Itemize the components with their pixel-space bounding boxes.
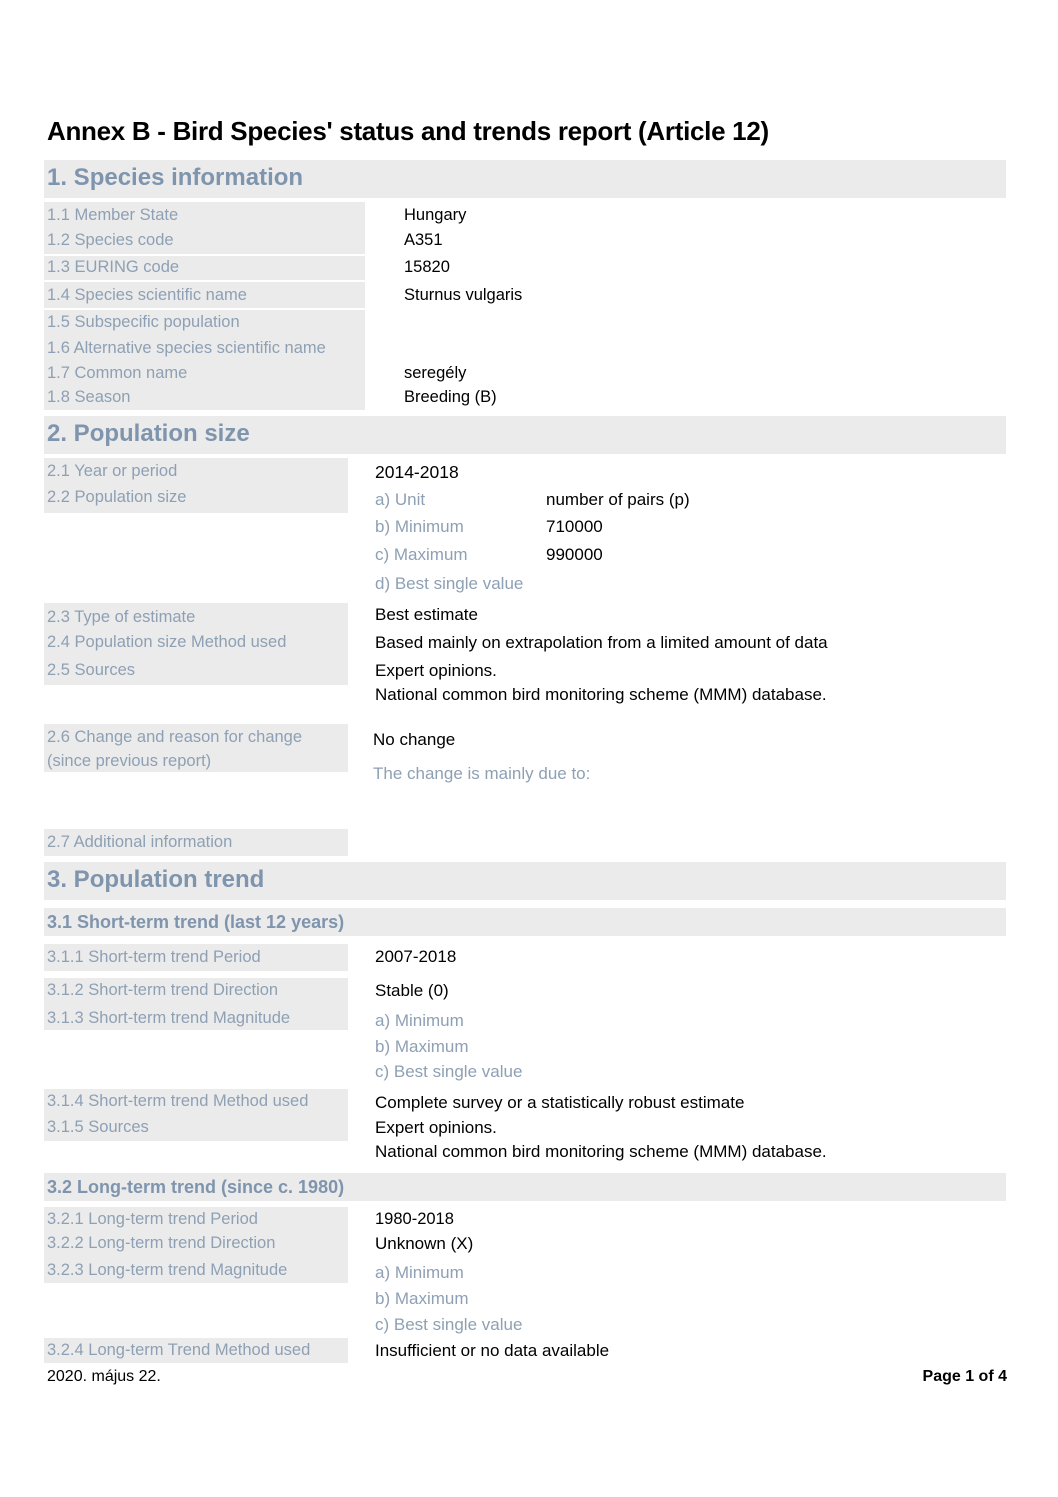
long-direction-label: 3.2.2 Long-term trend Direction bbox=[47, 1234, 276, 1252]
long-best-value-label: c) Best single value bbox=[375, 1315, 523, 1334]
maximum-value: 990000 bbox=[546, 545, 603, 564]
short-direction-value: Stable (0) bbox=[375, 981, 449, 1000]
long-method-value: Insufficient or no data available bbox=[375, 1341, 610, 1360]
short-sources-line-2: National common bird monitoring scheme (MMM) database. bbox=[375, 1142, 827, 1161]
season-label: 1.8 Season bbox=[47, 388, 131, 406]
short-method-value: Complete survey or a statistically robust estimate bbox=[375, 1093, 745, 1112]
scientific-name-label: 1.4 Species scientific name bbox=[47, 286, 247, 304]
estimate-type-value: Best estimate bbox=[375, 605, 478, 624]
short-maximum-label: b) Maximum bbox=[375, 1037, 469, 1056]
long-maximum-label: b) Maximum bbox=[375, 1289, 469, 1308]
additional-info-label: 2.7 Additional information bbox=[47, 833, 233, 851]
short-minimum-label: a) Minimum bbox=[375, 1011, 464, 1030]
estimate-type-label: 2.3 Type of estimate bbox=[47, 608, 196, 626]
long-method-label: 3.2.4 Long-term Trend Method used bbox=[47, 1341, 311, 1359]
long-period-value: 1980-2018 bbox=[375, 1210, 454, 1228]
season-value: Breeding (B) bbox=[404, 388, 497, 406]
population-size-label: 2.2 Population size bbox=[47, 488, 187, 506]
minimum-value: 710000 bbox=[546, 517, 603, 536]
unit-label: a) Unit bbox=[375, 490, 426, 509]
report-title: Annex B - Bird Species' status and trends report (Article 12) bbox=[47, 116, 769, 146]
short-sources-line-1: Expert opinions. bbox=[375, 1118, 497, 1137]
page-number: Page 1 of 4 bbox=[922, 1368, 1007, 1385]
short-period-value: 2007-2018 bbox=[375, 947, 457, 966]
section-2-heading: 2. Population size bbox=[47, 420, 250, 447]
long-period-label: 3.2.1 Long-term trend Period bbox=[47, 1210, 258, 1228]
year-period-label: 2.1 Year or period bbox=[47, 462, 178, 480]
euring-code-label: 1.3 EURING code bbox=[47, 258, 180, 276]
method-value: Based mainly on extrapolation from a limited amount of data bbox=[375, 633, 828, 652]
sources-line-1: Expert opinions. bbox=[375, 661, 497, 680]
sources-label: 2.5 Sources bbox=[47, 661, 136, 679]
best-value-label: d) Best single value bbox=[375, 574, 524, 593]
method-label: 2.4 Population size Method used bbox=[47, 633, 287, 651]
common-name-value: seregély bbox=[404, 364, 467, 382]
short-direction-label: 3.1.2 Short-term trend Direction bbox=[47, 981, 279, 999]
species-code-value: A351 bbox=[404, 231, 443, 249]
year-period-value: 2014-2018 bbox=[375, 462, 459, 482]
long-term-heading: 3.2 Long-term trend (since c. 1980) bbox=[47, 1177, 345, 1197]
species-code-label: 1.2 Species code bbox=[47, 231, 174, 249]
short-sources-label: 3.1.5 Sources bbox=[47, 1118, 149, 1136]
short-period-label: 3.1.1 Short-term trend Period bbox=[47, 948, 261, 966]
short-magnitude-label: 3.1.3 Short-term trend Magnitude bbox=[47, 1009, 291, 1027]
long-magnitude-label: 3.2.3 Long-term trend Magnitude bbox=[47, 1261, 288, 1279]
member-state-value: Hungary bbox=[404, 206, 467, 224]
alternative-name-label: 1.6 Alternative species scientific name bbox=[47, 339, 326, 357]
minimum-label: b) Minimum bbox=[375, 517, 464, 536]
member-state-label: 1.1 Member State bbox=[47, 206, 179, 224]
maximum-label: c) Maximum bbox=[375, 545, 468, 564]
change-label-line-2: (since previous report) bbox=[47, 752, 212, 770]
long-minimum-label: a) Minimum bbox=[375, 1263, 464, 1282]
scientific-name-value: Sturnus vulgaris bbox=[404, 286, 523, 304]
short-term-heading: 3.1 Short-term trend (last 12 years) bbox=[47, 912, 345, 932]
sources-line-2: National common bird monitoring scheme (MMM) database. bbox=[375, 685, 827, 704]
common-name-label: 1.7 Common name bbox=[47, 364, 188, 382]
section-3-heading: 3. Population trend bbox=[47, 866, 265, 893]
euring-code-value: 15820 bbox=[404, 258, 450, 276]
short-best-value-label: c) Best single value bbox=[375, 1062, 523, 1081]
subspecific-population-label: 1.5 Subspecific population bbox=[47, 313, 240, 331]
section-1-heading: 1. Species information bbox=[47, 164, 304, 191]
unit-value: number of pairs (p) bbox=[546, 490, 690, 509]
short-method-label: 3.1.4 Short-term trend Method used bbox=[47, 1092, 309, 1110]
long-direction-value: Unknown (X) bbox=[375, 1234, 474, 1253]
change-value: No change bbox=[373, 730, 456, 749]
footer-date: 2020. május 22. bbox=[47, 1368, 161, 1385]
change-label-line-1: 2.6 Change and reason for change bbox=[47, 728, 303, 746]
change-reason-label: The change is mainly due to: bbox=[373, 764, 591, 783]
